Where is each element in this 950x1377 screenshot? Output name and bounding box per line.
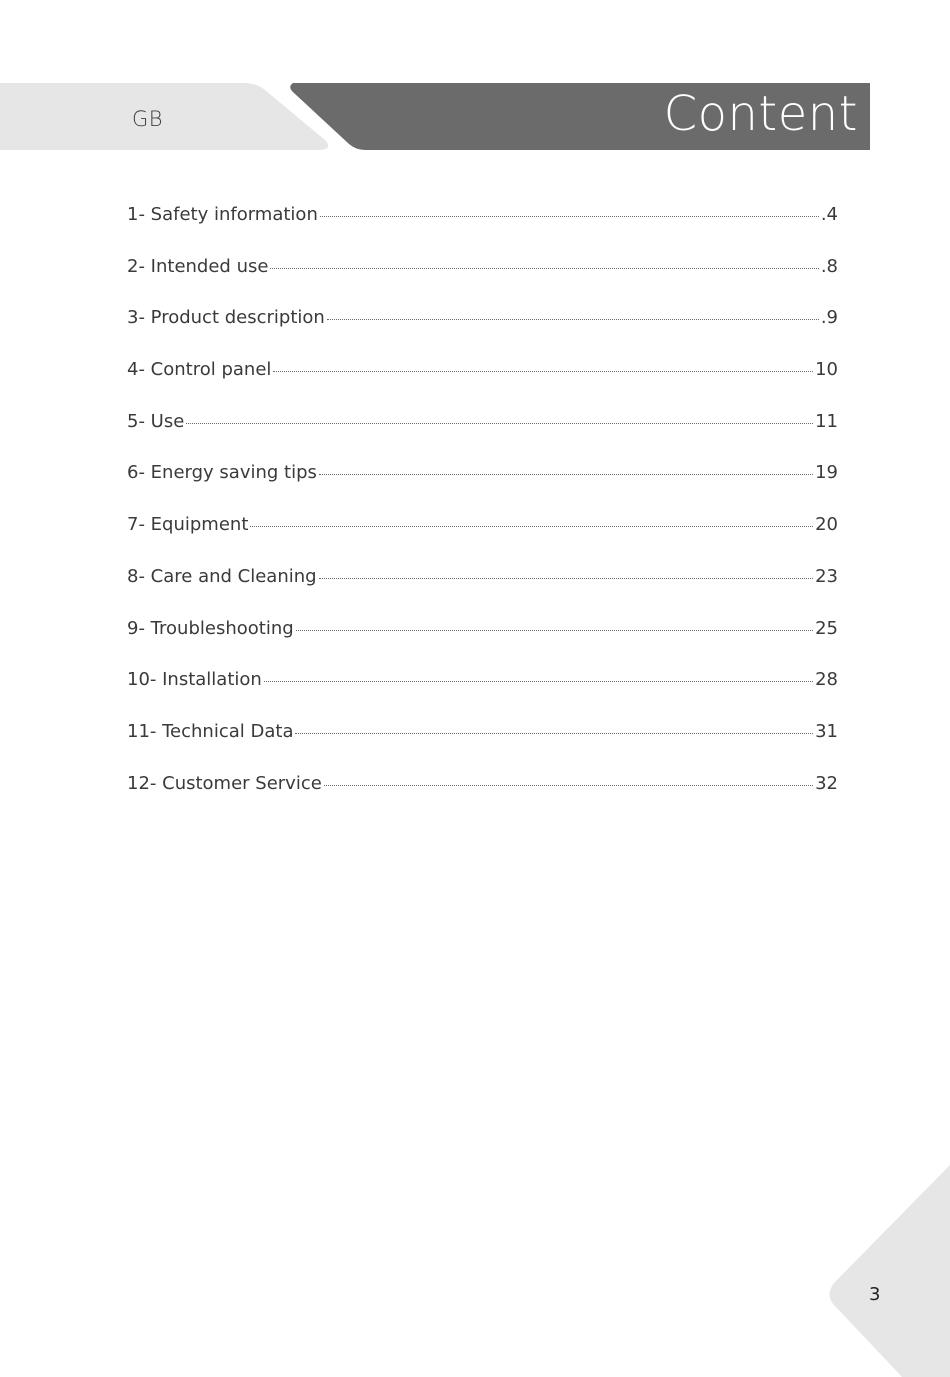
toc-entry-care-and-cleaning[interactable] <box>127 566 838 618</box>
toc-entry-page: 10 <box>815 359 838 381</box>
toc-entry-label: 2- Intended use <box>127 255 269 277</box>
toc-dot-leader <box>264 681 813 682</box>
toc-entry-safety-information[interactable] <box>127 204 838 256</box>
toc-dot-leader <box>273 371 813 372</box>
toc-dot-leader <box>319 578 814 579</box>
toc-entry-label: 4- Control panel <box>127 359 272 381</box>
toc-dot-leader <box>296 630 813 631</box>
toc-dot-leader <box>250 526 813 527</box>
toc-entry-intended-use[interactable] <box>127 256 838 308</box>
toc-entry-installation[interactable] <box>127 669 838 721</box>
toc-entry-label: 10- Installation <box>127 669 262 691</box>
toc-entry-label: 7- Equipment <box>127 514 249 536</box>
toc-entry-label: 12- Customer Service <box>127 772 322 794</box>
toc-entry-troubleshooting[interactable] <box>127 618 838 670</box>
toc-dot-leader <box>186 423 813 424</box>
toc-entry-label: 3- Product description <box>127 307 325 329</box>
page-corner-tab <box>0 1150 950 1377</box>
toc-entry-page: .8 <box>820 255 838 277</box>
toc-entry-label: 6- Energy saving tips <box>127 462 317 484</box>
page-title: Content <box>663 86 858 142</box>
toc-dot-leader <box>324 785 813 786</box>
toc-entry-label: 5- Use <box>127 410 185 432</box>
toc-entry-page: 32 <box>815 772 838 794</box>
toc-entry-page: 23 <box>815 565 838 587</box>
language-code: GB <box>132 107 164 131</box>
toc-entry-page: 19 <box>815 462 838 484</box>
toc-entry-label: 8- Care and Cleaning <box>127 565 317 587</box>
toc-entry-energy-saving-tips[interactable] <box>127 462 838 514</box>
toc-dot-leader <box>319 474 813 475</box>
toc-entry-page: .9 <box>820 307 838 329</box>
toc-entry-page: 20 <box>815 514 838 536</box>
toc-entry-page: 25 <box>815 617 838 639</box>
page-corner-background <box>830 1165 950 1377</box>
toc-entry-control-panel[interactable] <box>127 359 838 411</box>
toc-entry-label: 9- Troubleshooting <box>127 617 294 639</box>
toc-entry-page: 31 <box>815 720 838 742</box>
table-of-contents <box>127 204 838 824</box>
page-number: 3 <box>869 1284 881 1305</box>
toc-entry-equipment[interactable] <box>127 514 838 566</box>
toc-dot-leader <box>270 268 818 269</box>
toc-entry-customer-service[interactable] <box>127 773 838 825</box>
toc-entry-label: 1- Safety information <box>127 204 318 225</box>
toc-entry-product-description[interactable] <box>127 307 838 359</box>
toc-entry-technical-data[interactable] <box>127 721 838 773</box>
toc-dot-leader <box>295 733 813 734</box>
toc-entry-page: .4 <box>820 204 838 225</box>
toc-entry-page: 28 <box>815 669 838 691</box>
toc-entry-label: 11- Technical Data <box>127 720 294 742</box>
toc-dot-leader <box>327 319 819 320</box>
toc-entry-page: 11 <box>815 410 838 432</box>
toc-dot-leader <box>320 216 819 217</box>
toc-entry-use[interactable] <box>127 411 838 463</box>
lang-tab-background <box>0 83 328 150</box>
